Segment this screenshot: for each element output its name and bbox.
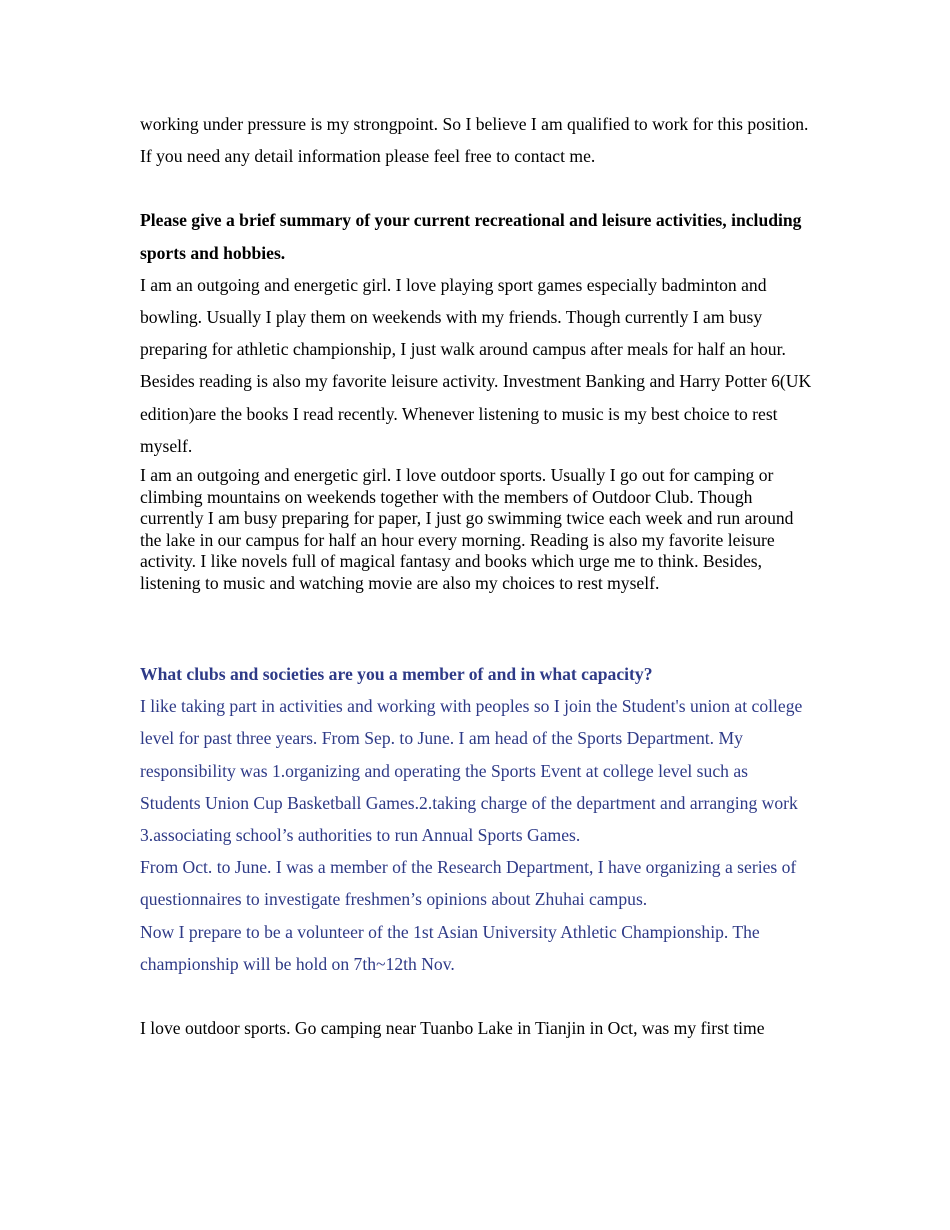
answer-recreational-activities-2: I am an outgoing and energetic girl. I love outdoor sports. Usually I go out for camping or climbing mountains on weekends together with the members of Outdoor Club. Though currently I am busy preparing for paper, I just go swimming twice each week and run around the lake in our campus for half an hour every morning. Reading is also my favorite leisure activity. I like novels full of magical fantasy and books which urge me to think. Besides, listening to music and watching movie are also my choices to rest myself. — [140, 465, 794, 593]
answer-recreational-activities-1: I am an outgoing and energetic girl. I love playing sport games especially badminton and bowling. Usually I play them on weekends with my friends. Though currently I am busy preparing for athletic championship, I just walk around campus after meals for half an hour. Besides reading is also my favorite leisure activity. Investment Banking and Harry Potter 6(UK edition)are the books I read recently. Whenever listening to music is my best choice to rest myself. — [140, 274, 812, 456]
question-recreational-activities: Please give a brief summary of your current recreational and leisure activities, including sports and hobbies. — [140, 210, 802, 263]
spacer — [140, 594, 812, 658]
answer-clubs-student-union: I like taking part in activities and working with peoples so I join the Student's union at college level for past three years. From Sep. to June. I am head of the Sports Department. My responsibility was 1.organizing and operating the Sports Event at college level such as Students Union Cup Basketball Games.2.taking charge of the department and arranging work 3.associating school’s authorities to run Annual Sports Games. — [140, 696, 803, 846]
answer-clubs-volunteer: Now I prepare to be a volunteer of the 1st Asian University Athletic Championship. The championship will be hold on 7th~12th Nov. — [140, 921, 760, 974]
document-page — [140, 108, 812, 1044]
spacer — [140, 980, 812, 1012]
question-clubs-societies: What clubs and societies are you a member of and in what capacity? — [140, 664, 653, 685]
closing-paragraph: working under pressure is my strongpoint. So I believe I am qualified to work for this position. If you need any detail information please feel free to contact me. — [140, 114, 809, 167]
answer-clubs-research-department: From Oct. to June. I was a member of the Research Department, I have organizing a series of questionnaires to investigate freshmen’s opinions about Zhuhai campus. — [140, 857, 797, 910]
spacer — [140, 172, 812, 204]
outdoor-sports-paragraph: I love outdoor sports. Go camping near Tuanbo Lake in Tianjin in Oct, was my first time — [140, 1018, 765, 1039]
